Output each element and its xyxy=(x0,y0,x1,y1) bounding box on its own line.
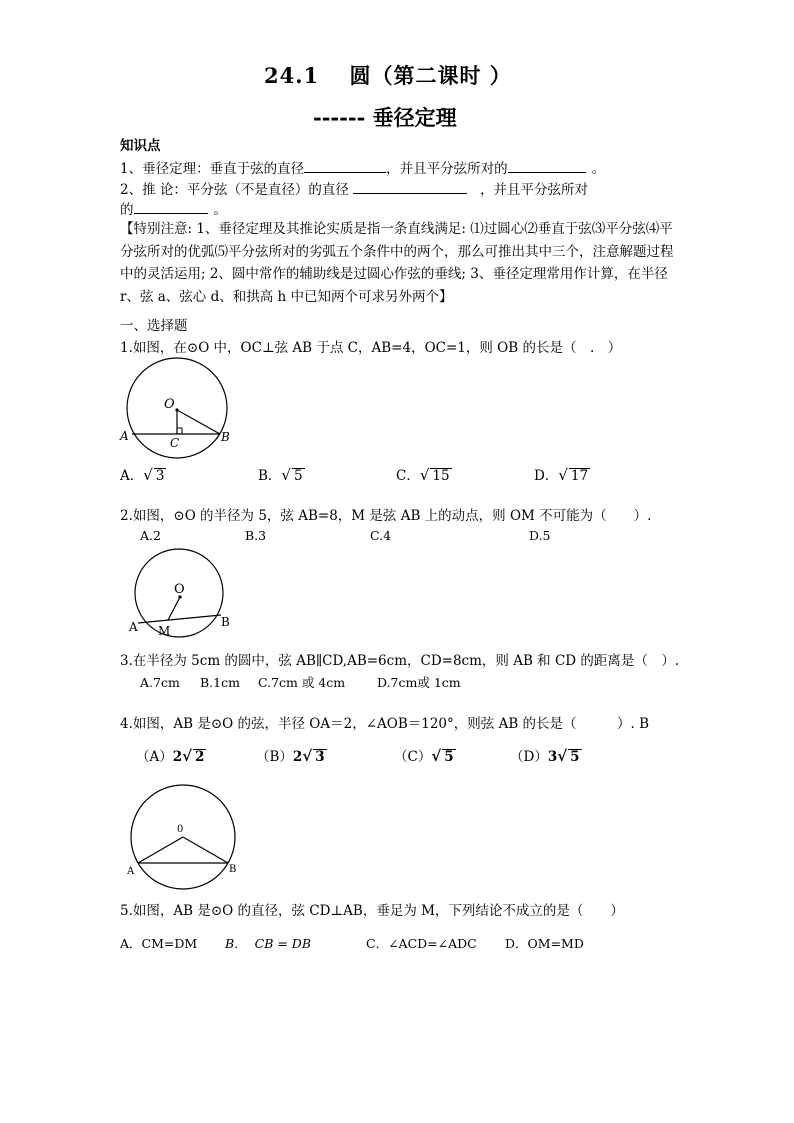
knowledge-line-3-b: 。 xyxy=(213,202,227,218)
radius-oa xyxy=(138,837,183,863)
question-4-figure xyxy=(125,785,245,891)
q2-option-a[interactable]: A.2 xyxy=(140,528,161,543)
knowledge-line-2-a: 2、推 论：平分弦（不是直径）的直径 xyxy=(120,182,349,198)
q2-option-c[interactable]: C.4 xyxy=(370,528,392,543)
coefficient: 2 xyxy=(292,749,303,765)
question-2-stem: 2.如图，⊙O 的半径为 5，弦 AB=8，M 是弦 AB 上的动点，则 OM 不可能为（ ）. xyxy=(120,508,652,524)
label-b: B xyxy=(221,615,230,629)
option-prefix: （D） xyxy=(510,749,548,765)
right-angle-mark xyxy=(177,428,182,434)
center-point xyxy=(175,408,178,411)
knowledge-line-1-c: 。 xyxy=(591,161,606,177)
radicand: 5 xyxy=(293,468,303,484)
radicand: 17 xyxy=(570,468,589,484)
label-c: C xyxy=(170,436,180,450)
label-b: B xyxy=(229,864,237,875)
answer-blank[interactable] xyxy=(508,158,586,173)
q1-option-a[interactable] xyxy=(120,464,166,484)
option-prefix: （C） xyxy=(394,749,432,765)
page-subtitle: ------ 垂径定理 xyxy=(313,105,457,130)
radicand: 3 xyxy=(315,749,325,765)
option-prefix: （B） xyxy=(256,749,293,765)
radical-icon: √ xyxy=(182,747,193,765)
knowledge-line-3-a: 的 xyxy=(120,202,134,218)
option-prefix: D． xyxy=(534,468,559,484)
q5-option-b[interactable]: B． CB = DB xyxy=(225,936,312,951)
segment-om xyxy=(168,597,180,620)
answer-blank[interactable] xyxy=(304,158,386,173)
question-5-stem: 5.如图，AB 是⊙O 的直径，弦 CD⊥AB，垂足为 M，下列结论不成立的是（ ） xyxy=(120,903,624,919)
radical-icon: √ xyxy=(419,466,430,484)
label-o: O xyxy=(164,397,175,412)
radicand: 5 xyxy=(444,749,454,765)
label-a: A xyxy=(129,620,138,634)
question-4-stem: 4.如图，AB 是⊙O 的弦，半径 OA＝2，∠AOB＝120°，则弦 AB 的长是（ ）. B xyxy=(120,716,650,732)
radicand: 15 xyxy=(432,468,450,484)
option-prefix: C． xyxy=(396,468,420,484)
q4-option-c[interactable] xyxy=(394,745,456,765)
label-o: O xyxy=(174,582,185,597)
q2-option-d[interactable]: D.5 xyxy=(529,528,551,543)
q3-option-a[interactable]: A.7cm xyxy=(140,675,180,690)
question-3-stem: 3.在半径为 5cm 的圆中，弦 AB∥CD,AB=6cm，CD=8cm，则 AB 和 CD 的距离是（ ）. xyxy=(120,653,680,669)
label-b: B xyxy=(221,430,230,444)
radical-icon: √ xyxy=(431,747,442,765)
radical-icon: √ xyxy=(558,466,568,484)
radius-ob xyxy=(183,837,228,863)
label-a: A xyxy=(120,429,129,443)
chord-ab xyxy=(138,615,221,623)
q4-option-b[interactable] xyxy=(256,745,327,765)
q1-option-c[interactable] xyxy=(396,464,452,484)
q1-option-d[interactable] xyxy=(534,464,590,484)
knowledge-line-1-a: 1、垂径定理：垂直于弦的直径 xyxy=(120,161,305,177)
q2-option-b[interactable]: B.3 xyxy=(245,528,267,543)
q3-option-c[interactable]: C.7cm 或 4cm xyxy=(258,675,346,690)
option-prefix: A． xyxy=(120,468,144,484)
segment-ob xyxy=(177,410,220,434)
q5-option-c[interactable]: C．∠ACD=∠ADC xyxy=(366,936,477,951)
radicand: 2 xyxy=(195,749,205,765)
knowledge-line-3 xyxy=(120,199,227,220)
section-heading: 一、选择题 xyxy=(120,318,188,334)
option-prefix: （A） xyxy=(136,749,173,765)
q3-option-d[interactable]: D.7cm或 1cm xyxy=(377,675,461,690)
label-o: 0 xyxy=(177,824,184,835)
q5-option-d[interactable]: D．OM=MD xyxy=(505,936,584,951)
radical-icon: √ xyxy=(557,747,568,765)
q4-option-d[interactable] xyxy=(510,745,582,765)
q3-option-b[interactable]: B.1cm xyxy=(200,675,240,690)
question-1-figure xyxy=(120,358,240,458)
q1-option-b[interactable] xyxy=(258,464,305,484)
radical-icon: √ xyxy=(143,466,153,484)
radical-icon: √ xyxy=(302,747,313,765)
question-1-stem: 1.如图，在⊙O 中，OC⊥弦 AB 于点 C，AB=4，OC=1，则 OB 的长是（ . ） xyxy=(120,340,622,356)
knowledge-heading: 知识点 xyxy=(120,138,161,154)
page-title: 24.1 圆（第二课时 ） xyxy=(264,63,512,88)
label-m: M xyxy=(158,624,171,638)
coefficient: 3 xyxy=(547,749,558,765)
answer-blank[interactable] xyxy=(353,179,467,194)
question-2-figure xyxy=(126,549,236,641)
special-note: 【特别注意: 1、垂径定理及其推论实质是指一条直线满足: ⑴过圆心⑵垂直于弦⑶平分弦⑷平分弦所对的优弧⑸平分弦所对的劣弧五个条件中的两个，那么可推出其中三个，注意解题过程中的灵活运用; 2、圆中常作的辅助线是过圆心作弦的垂线; 3、垂径定理常用作计算，在半径 r、弦 a、弦心 d、和拱高 h 中已知两个可求另外两个】 xyxy=(120,221,674,305)
knowledge-line-1-b: ，并且平分弦所对的 xyxy=(386,161,508,177)
coefficient: 2 xyxy=(172,749,183,765)
knowledge-line-1 xyxy=(120,158,605,179)
radicand: 5 xyxy=(570,749,580,765)
option-prefix: B． xyxy=(258,468,282,484)
label-a: A xyxy=(127,866,135,877)
knowledge-line-2 xyxy=(120,179,588,200)
knowledge-line-2-b: ，并且平分弦所对 xyxy=(480,182,589,198)
answer-blank[interactable] xyxy=(134,199,208,214)
radical-icon: √ xyxy=(281,466,291,484)
radicand: 3 xyxy=(155,468,165,484)
q5-option-a[interactable]: A．CM=DM xyxy=(120,936,198,951)
q4-option-a[interactable] xyxy=(136,745,206,765)
